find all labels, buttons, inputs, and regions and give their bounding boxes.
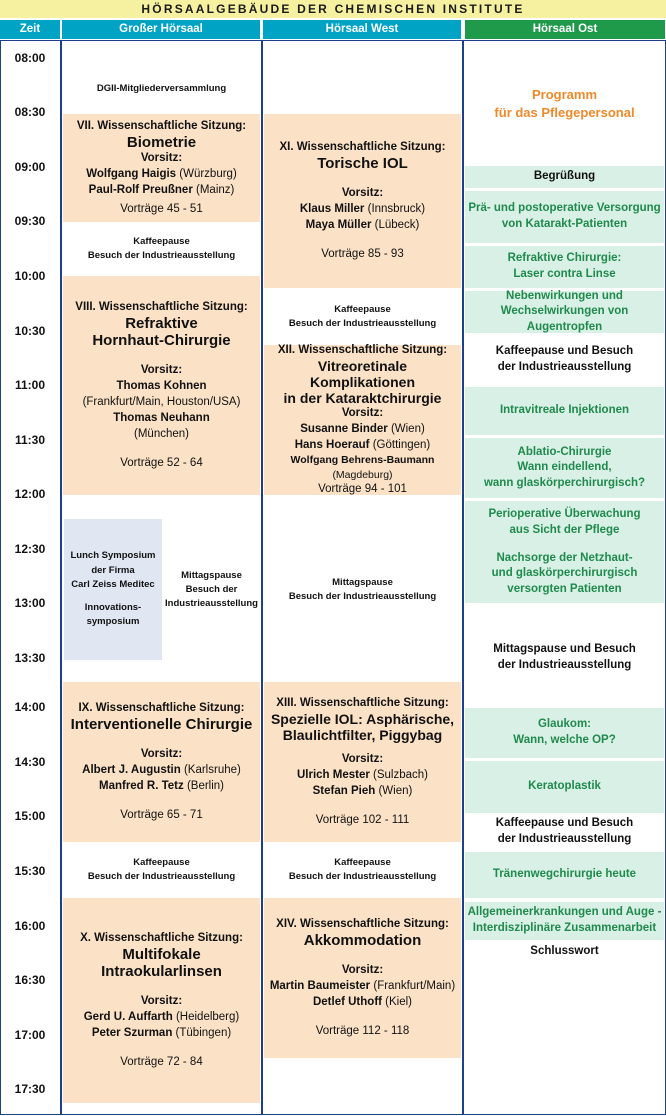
session-topic: Intraokularlinsen [101, 962, 222, 980]
ost-item-text: Perioperative Überwachung [488, 508, 641, 521]
ost-item-text: Laser contra Linse [513, 268, 616, 280]
lunch-symposium [64, 519, 162, 660]
ost-item-text: Interdisziplinäre Zusammenarbeit [472, 922, 657, 934]
time-slot: 16:00 [14, 919, 46, 933]
programm-line: Programm [531, 87, 598, 103]
chair-person [313, 783, 413, 799]
ost-item-ablatio [465, 438, 664, 498]
chair-label: Vorsitz: [140, 995, 183, 1008]
time-slot: 13:30 [14, 651, 46, 665]
building-title: HÖRSAALGEBÄUDE DER CHEMISCHEN INSTITUTE [0, 0, 666, 18]
session-topic: Interventionelle Chirurgie [70, 715, 253, 733]
ost-item-text: Ablatio-Chirurgie [517, 445, 612, 458]
ost-item-text: wann glaskörperchirurgisch? [483, 476, 646, 489]
ost-item-text: Nachsorge der Netzhaut- [496, 551, 633, 564]
chair-name: Ulrich Mester [296, 768, 370, 781]
chair-city: (Frankfurt/Main, Houston/USA) [82, 396, 241, 409]
chair-city: (Berlin) [183, 780, 225, 793]
session-10 [63, 898, 260, 1103]
session-topic: Hornhaut-Chirurgie [92, 331, 231, 349]
ost-item-text: Glaukom: [537, 718, 592, 731]
time-slot: 17:30 [14, 1082, 46, 1096]
chair-label: Vorsitz: [341, 964, 384, 977]
chair-person [86, 166, 237, 182]
chair-name: Detlef Uthoff [312, 996, 382, 1009]
session-topic: Spezielle IOL: Asphärische, [270, 710, 455, 727]
chair-city: (Wien) [375, 785, 413, 798]
session-7 [63, 114, 260, 222]
session-title: VIII. Wissenschaftliche Sitzung: [75, 300, 248, 313]
chair-city: (Kiel) [381, 996, 413, 1009]
chair-city: (Tübingen) [172, 1027, 232, 1040]
ost-item-text: Mittagspause und Besuch [493, 643, 636, 656]
time-slot: 17:00 [14, 1028, 46, 1042]
chair-person [99, 778, 224, 794]
session-talks: Vorträge 45 - 51 [120, 203, 203, 216]
coffee-break [63, 225, 260, 273]
pause-subtitle: Besuch der Industrieausstellung [288, 318, 437, 329]
chair-label: Vorsitz: [341, 406, 384, 419]
chair-person [264, 453, 461, 482]
chair-person [300, 201, 425, 217]
chair-name: Maya Müller [305, 219, 372, 232]
session-11 [264, 114, 461, 288]
session-12 [264, 345, 461, 495]
pause-label: Kaffeepause [334, 303, 391, 315]
ost-item-text: Allgemeinerkrankungen und Auge - [467, 906, 662, 919]
chair-person [84, 1009, 240, 1025]
chair-name-text: Thomas Kohnen [116, 380, 207, 393]
chair-person [89, 182, 235, 198]
ost-item-schlusswort [465, 941, 664, 963]
pause-subtitle: Industrieausstellung [165, 598, 258, 610]
chair-name: Manfred R. Tetz [98, 780, 184, 793]
pause-label: Kaffeepause [133, 235, 190, 247]
time-slot: 12:00 [14, 487, 46, 501]
ost-item-traenenwegchirurgie [465, 852, 664, 898]
ost-item-text: Wann eindellend, [517, 461, 612, 474]
chair-person [306, 217, 420, 233]
coffee-break [264, 845, 461, 895]
session-topic: Refraktive [125, 314, 198, 332]
ost-item-text: von Katarakt-Patienten [501, 218, 628, 230]
time-slot: 11:30 [14, 433, 46, 447]
chair-name: Paul-Rolf Preußner [88, 184, 193, 197]
session-topic: Multifokale [122, 945, 201, 963]
session-14 [264, 898, 461, 1058]
chair-name: Klaus Miller [299, 203, 365, 215]
ost-item-text: Prä- und postoperative Versorgung [468, 202, 661, 215]
chair-city: (Wien) [387, 422, 425, 435]
ost-item-text: der Industrieausstellung [497, 361, 632, 373]
time-slot: 15:30 [14, 864, 46, 878]
header-hoersaal-ost: Hörsaal Ost [465, 20, 665, 39]
chair-person [297, 767, 428, 783]
pause-subtitle: Besuch der Industrieausstellung [288, 591, 437, 602]
chair-person [313, 994, 412, 1010]
chair-name [113, 410, 209, 426]
chair-person [300, 421, 425, 437]
pause-label: Kaffeepause [133, 856, 190, 868]
time-column [0, 40, 61, 1115]
ost-item-text: Kaffeepause und Besuch [495, 817, 634, 830]
ost-item-text: Intravitreale Injektionen [499, 404, 630, 417]
time-slot: 16:30 [14, 973, 46, 987]
ost-item-nebenwirkungen [465, 291, 664, 333]
chair-person [270, 978, 455, 994]
chair-name: Susanne Binder [300, 422, 388, 435]
ost-item-text: Keratoplastik [528, 780, 601, 793]
ost-item-kaffeepause-2 [465, 815, 664, 849]
pause-label: Kaffeepause [334, 856, 391, 868]
session-topic: Akkommodation [303, 931, 422, 949]
ost-item-text: Refraktive Chirurgie: [507, 252, 622, 265]
chair-city: (Lübeck) [371, 219, 420, 232]
chair-name: Wolfgang Haigis [86, 168, 177, 180]
pause-label: Mittagspause [181, 569, 242, 581]
ost-item-keratoplastik [465, 761, 664, 813]
session-talks: Vorträge 65 - 71 [120, 809, 203, 822]
lunch-line: Innovations- [84, 602, 142, 614]
chair-person [82, 762, 241, 778]
time-slot: 14:00 [14, 700, 46, 714]
pause-subtitle: Besuch der Industrieausstellung [288, 871, 437, 882]
session-talks: Vorträge 72 - 84 [120, 1056, 203, 1069]
chair-label: Vorsitz: [341, 187, 384, 200]
session-title: X. Wissenschaftliche Sitzung: [80, 931, 243, 944]
ost-item-text: Schlusswort [530, 945, 599, 958]
coffee-break [63, 845, 260, 895]
ost-item-allgemeinerkrankungen [465, 902, 664, 940]
chair-name: Wolfgang Behrens-Baumann [290, 454, 435, 467]
chair-person [295, 437, 431, 453]
chair-city: (Sulzbach) [369, 768, 429, 781]
chair-city: (München) [134, 428, 189, 441]
ost-item-text: der Industrieausstellung [497, 659, 632, 671]
chair-person [92, 1025, 231, 1041]
chair-name: Albert J. Augustin [82, 764, 181, 776]
session-topic: in der Kataraktchirurgie [283, 389, 442, 406]
session-talks: Vorträge 94 - 101 [318, 483, 407, 496]
ost-item-text: der Industrieausstellung [497, 833, 632, 845]
dgii-meeting [63, 76, 260, 102]
programm-line: für das Pflegepersonal [494, 105, 635, 120]
session-talks: Vorträge 112 - 118 [315, 1025, 410, 1038]
lunch-line: symposium [86, 616, 140, 628]
session-title: XII. Wissenschaftliche Sitzung: [277, 343, 448, 356]
pause-subtitle: Besuch der Industrieausstellung [87, 250, 236, 261]
session-title: XIII. Wissenschaftliche Sitzung: [276, 696, 449, 709]
ost-item-katarakt [465, 191, 664, 243]
ost-item-text: versorgten Patienten [507, 582, 622, 595]
ost-item-text: und glaskörperchirurgisch [491, 567, 638, 580]
lunch-break [264, 568, 461, 612]
time-slot: 09:00 [14, 160, 46, 174]
chair-name [116, 378, 206, 394]
header-grosser-hoersaal: Großer Hörsaal [62, 20, 260, 39]
ost-item-glaukom [465, 708, 664, 758]
chair-city: (Göttingen) [369, 438, 431, 451]
session-topic: Biometrie [126, 133, 197, 151]
ost-item-nachsorge [465, 545, 664, 603]
ost-item-text: Wann, welche OP? [513, 734, 616, 746]
chair-city: (Magdeburg) [332, 468, 393, 481]
chair-city: (Würzburg) [176, 168, 237, 180]
ost-item-begruessung [465, 166, 664, 188]
coffee-break [264, 292, 461, 342]
chair-name: Hans Hoerauf [294, 438, 370, 451]
time-slot: 13:00 [14, 596, 46, 610]
chair-label: Vorsitz: [140, 748, 183, 761]
pause-subtitle: Besuch der Industrieausstellung [87, 871, 236, 882]
chair-name-text: Thomas Neuhann [113, 412, 210, 425]
ost-item-perioperative [465, 501, 664, 545]
session-talks: Vorträge 52 - 64 [120, 457, 203, 470]
session-13 [264, 682, 461, 842]
ost-item-text: Nebenwirkungen und [506, 289, 623, 302]
session-title: XI. Wissenschaftliche Sitzung: [279, 140, 446, 153]
time-slot: 10:00 [14, 269, 46, 283]
nursing-program-title [465, 84, 664, 124]
session-topic: Vitreoretinale Komplikationen [309, 357, 415, 390]
chair-city: (Innsbruck) [364, 203, 426, 215]
time-slot: 08:30 [14, 105, 46, 119]
header-hoersaal-west: Hörsaal West [263, 20, 461, 39]
lunch-line: der Firma [91, 564, 135, 576]
dgii-label: DGII-Mitgliederversammlung [96, 82, 227, 94]
chair-label: Vorsitz: [341, 753, 384, 766]
ost-item-text: aus Sicht der Pflege [509, 524, 620, 536]
session-talks: Vorträge 102 - 111 [315, 814, 410, 827]
ost-item-kaffeepause [465, 336, 664, 384]
session-title: XIV. Wissenschaftliche Sitzung: [276, 917, 449, 930]
ost-item-refraktive-chirurgie [465, 246, 664, 288]
session-9 [63, 682, 260, 842]
session-talks: Vorträge 85 - 93 [321, 248, 404, 261]
chair-label: Vorsitz: [140, 364, 183, 377]
session-topic: Torische IOL [317, 154, 408, 172]
session-title: VII. Wissenschaftliche Sitzung: [76, 119, 247, 132]
chair-label: Vorsitz: [140, 152, 183, 165]
ost-item-intravitreale-injektionen [465, 387, 664, 435]
ost-item-text: Begrüßung [533, 170, 596, 183]
pause-label: Mittagspause [332, 576, 393, 588]
chair-city: (Frankfurt/Main) [370, 980, 456, 992]
ost-item-text: Wechselwirkungen von Augentropfen [500, 305, 629, 333]
chair-city: (Heidelberg) [172, 1011, 240, 1024]
ost-item-text: Tränenwegchirurgie heute [492, 868, 637, 881]
lunch-line: Carl Zeiss Meditec [71, 578, 155, 590]
chair-name: Martin Baumeister [269, 980, 371, 992]
lunch-line: Lunch Symposium [70, 550, 156, 562]
time-slot: 11:00 [14, 378, 46, 392]
session-title: IX. Wissenschaftliche Sitzung: [78, 701, 245, 714]
header-zeit: Zeit [0, 20, 60, 39]
chair-name: Peter Szurman [91, 1027, 173, 1040]
chair-name: Stefan Pieh [312, 785, 376, 798]
time-slot: 12:30 [14, 542, 46, 556]
lunch-break [163, 560, 260, 620]
chair-name: Gerd U. Auffarth [83, 1011, 173, 1024]
time-slot: 08:00 [14, 51, 46, 65]
pause-subtitle: Besuch der [185, 583, 238, 595]
ost-item-text: Kaffeepause und Besuch [495, 345, 634, 358]
time-slot: 10:30 [14, 324, 46, 338]
session-8 [63, 276, 260, 495]
session-topic: Blaulichtfilter, Piggybag [282, 726, 443, 743]
ost-item-mittagspause [465, 634, 664, 682]
chair-city: (Mainz) [192, 184, 235, 197]
time-slot: 09:30 [14, 214, 46, 228]
time-slot: 15:00 [14, 809, 46, 823]
time-slot: 14:30 [14, 755, 46, 769]
chair-city: (Karlsruhe) [180, 764, 241, 776]
